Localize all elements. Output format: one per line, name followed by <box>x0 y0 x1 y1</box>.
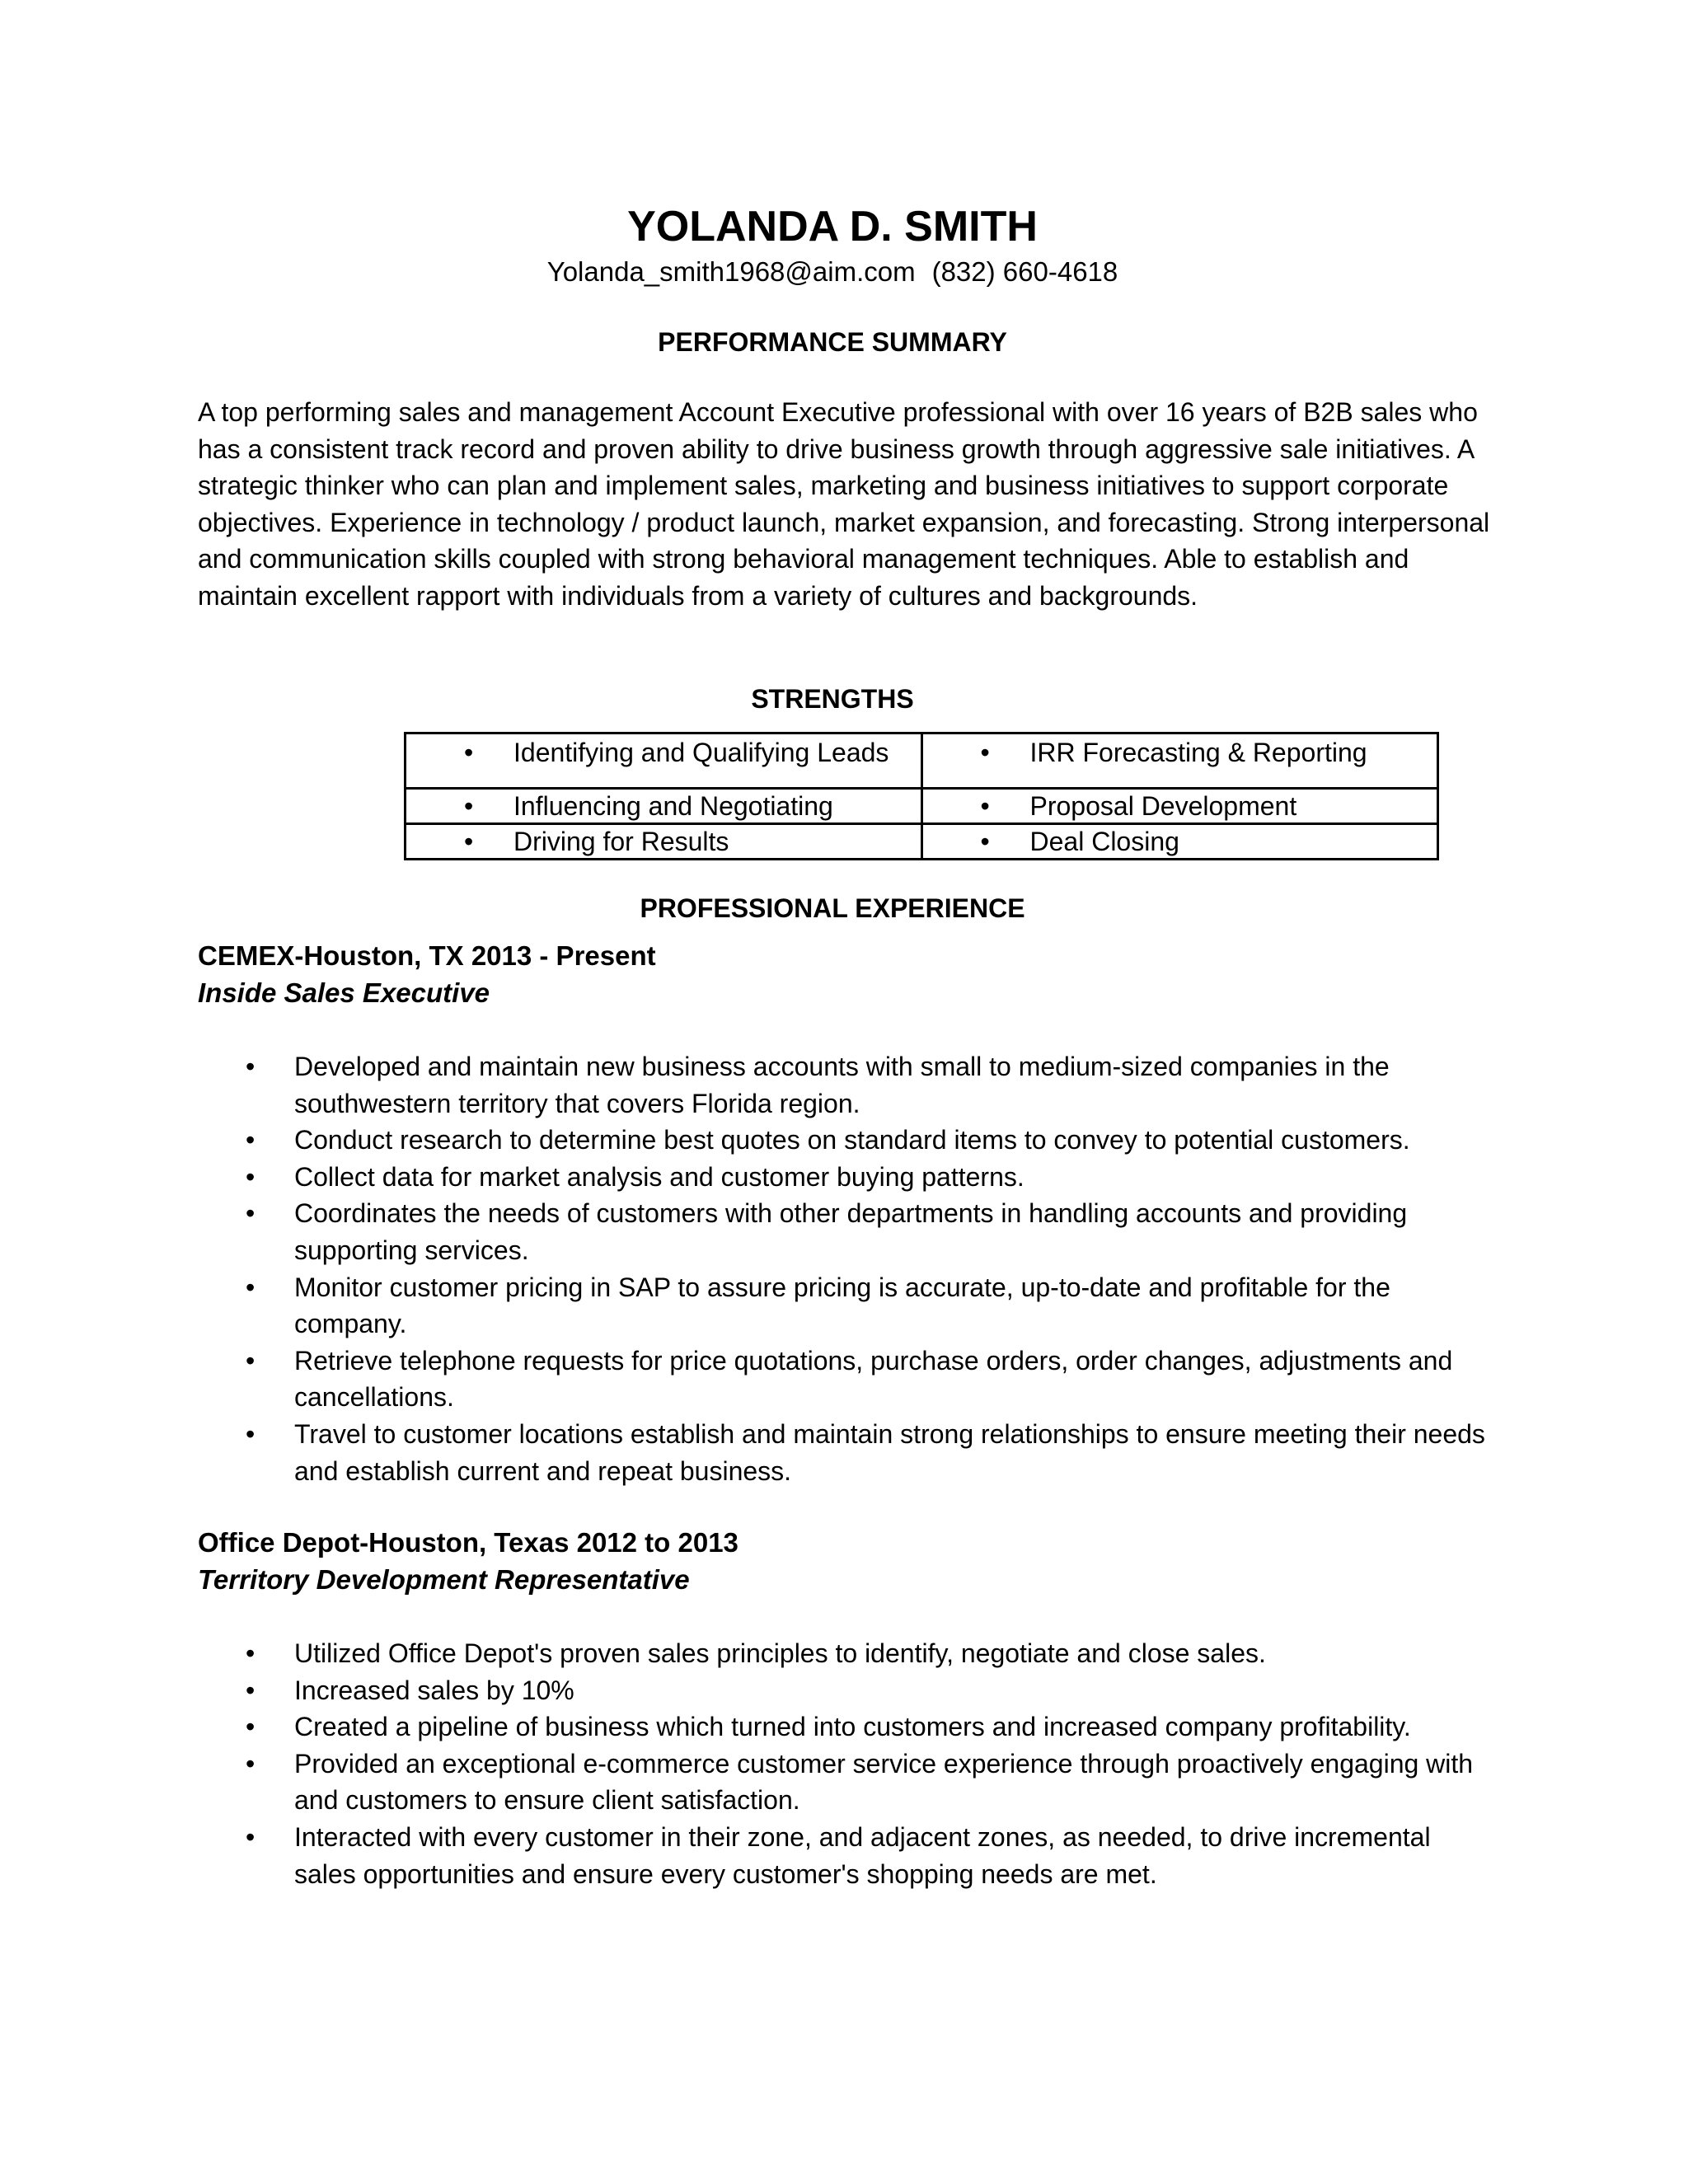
phone-number: (832) 660-4618 <box>931 256 1118 287</box>
duty-item: • Developed and maintain new business accounts with small to medium-sized companies in the southwestern territory that covers Florida region. <box>198 1048 1496 1122</box>
bullet-icon: • <box>980 827 990 856</box>
bullet-icon: • <box>464 827 474 856</box>
bullet-icon: • <box>464 791 474 821</box>
strength-item: Deal Closing <box>1029 827 1179 856</box>
job-title: Territory Development Representative <box>198 1564 690 1595</box>
duty-item: • Retrieve telephone requests for price quotations, purchase orders, order changes, adjustments and cancellations. <box>198 1343 1496 1416</box>
job-duties-list <box>198 1048 1496 1489</box>
duty-item: • Coordinates the needs of customers with other departments in handling accounts and providing supporting services. <box>198 1195 1496 1268</box>
job-company-dates: CEMEX-Houston, TX 2013 - Present <box>198 940 656 971</box>
duty-item: • Created a pipeline of business which turned into customers and increased company profitability. <box>198 1708 1496 1746</box>
strengths-table <box>404 732 1439 860</box>
strengths-row <box>406 789 1438 824</box>
strengths-heading: STRENGTHS <box>751 684 914 714</box>
strength-item: Driving for Results <box>513 827 729 856</box>
duty-item: • Utilized Office Depot's proven sales principles to identify, negotiate and close sales. <box>198 1635 1496 1672</box>
strength-item: IRR Forecasting & Reporting <box>1029 738 1367 767</box>
strengths-row <box>406 733 1438 789</box>
bullet-icon: • <box>464 738 474 767</box>
duty-item: • Monitor customer pricing in SAP to assure pricing is accurate, up-to-date and profitable for the company. <box>198 1269 1496 1343</box>
strengths-row <box>406 824 1438 860</box>
job-company-dates: Office Depot-Houston, Texas 2012 to 2013 <box>198 1527 738 1558</box>
contact-line <box>198 254 1467 290</box>
duty-item: • Conduct research to determine best quotes on standard items to convey to potential customers. <box>198 1122 1496 1159</box>
duty-item: • Provided an exceptional e-commerce customer service experience through proactively engaging with and customers to ensure client satisfaction. <box>198 1746 1496 1819</box>
strength-item: Influencing and Negotiating <box>513 791 833 821</box>
bullet-icon: • <box>980 738 990 767</box>
professional-experience-heading: PROFESSIONAL EXPERIENCE <box>640 893 1025 923</box>
performance-summary-heading: PERFORMANCE SUMMARY <box>658 327 1007 357</box>
duty-item: • Travel to customer locations establish and maintain strong relationships to ensure meeting their needs and establish current and repeat business. <box>198 1416 1496 1489</box>
duty-item: • Increased sales by 10% <box>198 1672 1496 1709</box>
email-link[interactable]: Yolanda_smith1968@aim.com <box>546 256 916 287</box>
strength-item: Proposal Development <box>1029 791 1297 821</box>
performance-summary-text: A top performing sales and management Account Executive professional with over 16 years of B2B sales who has a consistent track record and proven ability to drive business growth through aggressive sale initiatives. A strategic thinker who can plan and implement sales, marketing and business initiatives to support corporate objectives. Experience in technology / product launch, market expansion, and forecasting. Strong interpersonal and communication skills coupled with strong behavioral management techniques. Able to establish and maintain excellent rapport with individuals from a variety of cultures and backgrounds. <box>198 397 1490 611</box>
bullet-icon: • <box>980 791 990 821</box>
candidate-name: YOLANDA D. SMITH <box>627 203 1038 251</box>
duty-item: • Interacted with every customer in their zone, and adjacent zones, as needed, to drive incremental sales opportunities and ensure every customer's shopping needs are met. <box>198 1819 1496 1892</box>
job-duties-list <box>198 1635 1496 1892</box>
strength-item: Identifying and Qualifying Leads <box>513 738 889 767</box>
duty-item: • Collect data for market analysis and customer buying patterns. <box>198 1159 1496 1196</box>
job-title: Inside Sales Executive <box>198 977 490 1008</box>
